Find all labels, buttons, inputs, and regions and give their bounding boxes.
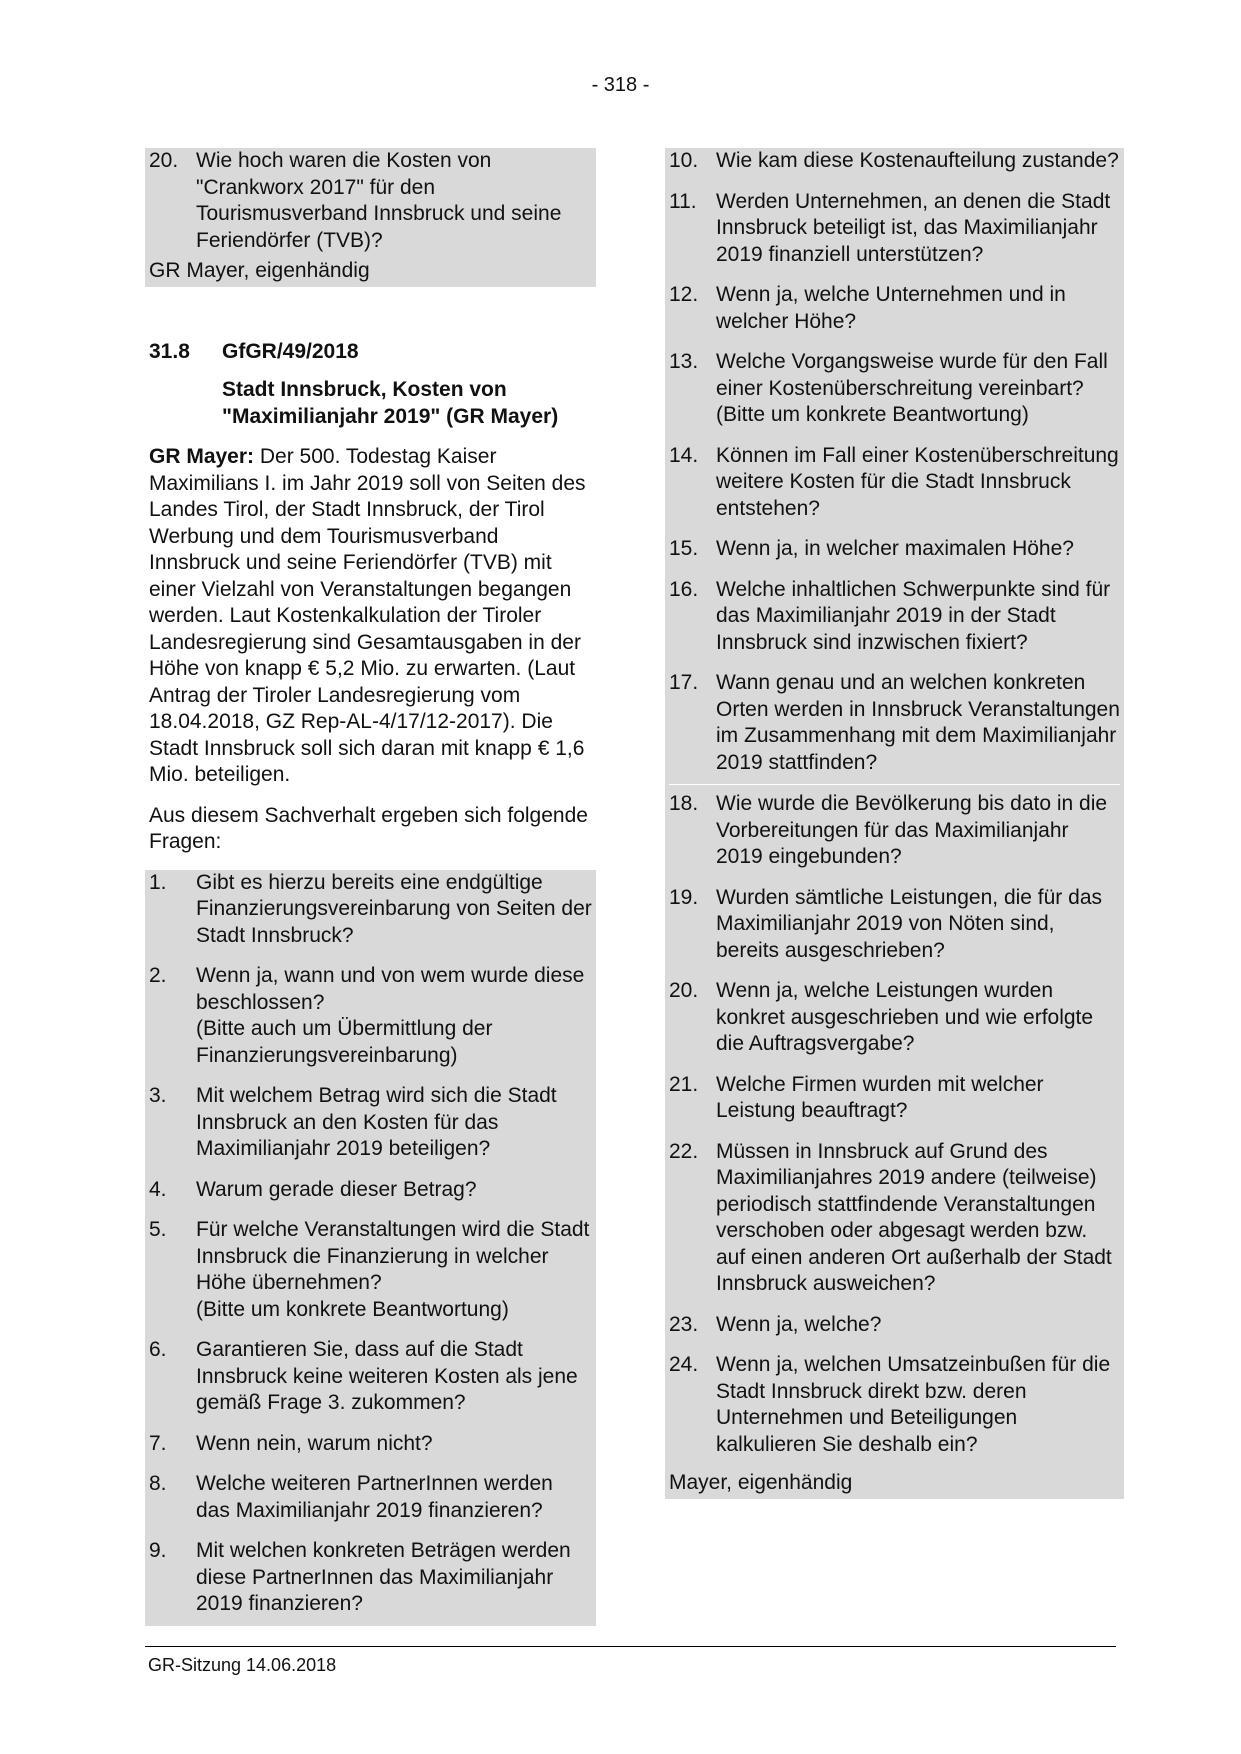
right-column [665,148,1124,1499]
question-text: Wenn ja, welchen Umsatzeinbußen für die Stadt Innsbruck direkt bzw. deren Unternehmen und Beteiligungen kalkulieren Sie deshalb ein? [716,1353,1111,1456]
question-note: (Bitte auch um Übermittlung der Finanzierungsvereinbarung) [196,1017,493,1067]
question-item [669,276,1120,343]
question-text: Warum gerade dieser Betrag? [196,1177,477,1201]
author-signature: GR Mayer, eigenhändig [149,259,370,282]
question-text: Gibt es hierzu bereits eine endgültige Finanzierungsvereinbarung von Seiten der Stadt Innsbruck? [196,870,592,947]
question-number: 7. [149,1431,167,1455]
question-text: Wie wurde die Bevölkerung bis dato in die Vorbereitungen für das Maximilianjahr 2019 eingebunden? [716,792,1108,868]
question-item [669,148,1120,183]
question-item [669,664,1120,784]
left-column [145,148,596,1626]
questions-lead: Aus diesem Sachverhalt ergeben sich folgende Fragen: [149,803,588,853]
question-number: 20. [669,979,699,1002]
question-text: Garantieren Sie, dass auf die Stadt Innsbruck keine weiteren Kosten als jene gemäß Frage 3. zukommen? [196,1338,578,1414]
question-number: 8. [149,1472,167,1495]
question-number: 19. [669,885,699,909]
question-item [149,1425,592,1466]
question-text: Werden Unternehmen, an denen die Stadt Innsbruck beteiligt ist, das Maximilianjahr 2019 finanziell unterstützen? [716,189,1111,266]
question-item [149,1532,592,1626]
question-item [149,1211,592,1331]
question-number: 12. [669,283,699,306]
question-number: 3. [149,1084,167,1107]
question-item [669,1346,1120,1466]
question-item [149,870,592,958]
question-item [149,1171,592,1212]
question-item [669,785,1120,879]
question-note: (Bitte um konkrete Beantwortung) [196,1297,509,1321]
question-body [196,1217,592,1323]
question-number: 9. [149,1539,167,1562]
question-item [669,530,1120,571]
question-number: 18. [669,792,699,815]
question-note: (Bitte um konkrete Beantwortung) [716,403,1029,426]
question-text: Wann genau und an welchen konkreten Orten werden in Innsbruck Veranstaltungen im Zusammenhang mit dem Maximilianjahr 2019 stattfinden? [716,671,1120,774]
question-number: 5. [149,1218,167,1241]
question-text: Wie hoch waren die Kosten von "Crankworx 2017" für den Tourismusverband Innsbruck und seine Feriendörfer (TVB)? [196,149,562,252]
question-number: 13. [669,350,699,373]
question-number: 20. [149,149,179,172]
question-text: Müssen in Innsbruck auf Grund des Maximilianjahres 2019 andere (teilweise) periodisch stattfindende Veranstaltungen verschoben oder abgesagt werden bzw. auf einen anderen Ort außerhalb der Stadt Innsbruck ausweichen? [716,1139,1112,1295]
question-number: 2. [149,964,167,987]
question-number: 23. [669,1312,699,1336]
question-number: 14. [669,443,699,467]
question-text: Mit welchem Betrag wird sich die Stadt Innsbruck an den Kosten für das Maximilianjahr 2019 beteiligen? [196,1084,557,1160]
question-text: Welche weiteren PartnerInnen werden das Maximilianjahr 2019 finanzieren? [196,1472,553,1522]
footer-session-date: GR-Sitzung 14.06.2018 [148,1655,337,1675]
question-item [669,972,1120,1066]
question-number: 10. [669,149,699,172]
question-text: Für welche Veranstaltungen wird die Stadt Innsbruck die Finanzierung in welcher Höhe übernehmen? [196,1218,590,1294]
section-number: 31.8 [149,339,190,363]
intro-text: Der 500. Todestag Kaiser Maximilians I. im Jahr 2019 soll von Seiten des Landes Tirol, der Stadt Innsbruck, der Tirol Werbung und dem Tourismusverband Innsbruck und seine Feriendörfer (TVB) mit einer Vielzahl von Veranstaltungen begangen werden. Laut Kostenkalkulation der Tiroler Landesregierung sind Gesamtausgaben in der Höhe von knapp € 5,2 Mio. zu erwarten. (Laut Antrag der Tiroler Landesregierung vom 18.04.2018, GZ Rep-AL-4/17/12-2017). Die Stadt Innsbruck soll sich daran mit knapp € 1,6 Mio. beteiligen. [149,445,586,786]
section-code: GfGR/49/2018 [222,339,359,363]
speaker-name: GR Mayer: [149,445,255,468]
question-text: Wenn nein, warum nicht? [196,1431,433,1455]
page-number: - 318 - [591,74,650,96]
question-item [669,571,1120,665]
question-number: 16. [669,577,699,601]
question-number: 4. [149,1177,167,1201]
question-text: Mit welchen konkreten Beträgen werden diese PartnerInnen das Maximilianjahr 2019 finanzieren? [196,1539,571,1615]
question-list-left [145,870,596,1626]
question-item [669,343,1120,437]
question-text: Wurden sämtliche Leistungen, die für das Maximilianjahr 2019 von Nöten sind, bereits ausgeschrieben? [716,885,1102,962]
question-item [149,1331,592,1425]
question-number: 24. [669,1353,699,1376]
question-number: 21. [669,1072,699,1096]
question-item [669,437,1120,531]
question-item [669,1306,1120,1347]
question-text: Welche Firmen wurden mit welcher Leistung beauftragt? [716,1072,1044,1122]
question-text: Welche Vorgangsweise wurde für den Fall einer Kostenüberschreitung vereinbart? [716,350,1108,400]
question-body [716,349,1120,429]
question-number: 17. [669,671,699,694]
section-title: Stadt Innsbruck, Kosten von "Maximilianjahr 2019" (GR Mayer) [222,378,559,428]
question-item [149,1077,592,1171]
question-item [669,183,1120,277]
question-text: Wenn ja, in welcher maximalen Höhe? [716,537,1074,560]
question-item [669,1133,1120,1306]
previous-question-block [145,148,596,287]
footer-divider [145,1646,1116,1647]
question-text: Wie kam diese Kostenaufteilung zustande? [716,149,1119,172]
question-number: 6. [149,1338,167,1361]
question-item [669,1066,1120,1133]
question-text: Wenn ja, wann und von wem wurde diese beschlossen? [196,964,585,1014]
question-item [149,1465,592,1532]
section-heading [145,339,596,366]
question-item [669,879,1120,973]
question-item [149,148,592,254]
question-text: Wenn ja, welche Unternehmen und in welcher Höhe? [716,283,1066,333]
question-body [196,963,592,1069]
question-text: Wenn ja, welche Leistungen wurden konkret ausgeschrieben und wie erfolgte die Auftragsvergabe? [716,979,1094,1055]
question-text: Können im Fall einer Kostenüberschreitung weitere Kosten für die Stadt Innsbruck entstehen? [716,443,1119,520]
question-item [149,957,592,1077]
intro-paragraph [145,444,596,789]
question-number: 15. [669,537,699,560]
question-number: 1. [149,870,167,894]
question-number: 11. [669,189,697,213]
author-signature: Mayer, eigenhändig [669,1471,853,1494]
question-text: Wenn ja, welche? [716,1312,882,1336]
question-text: Welche inhaltlichen Schwerpunkte sind für das Maximilianjahr 2019 in der Stadt Innsbruck sind inzwischen fixiert? [716,577,1111,654]
question-number: 22. [669,1139,699,1163]
